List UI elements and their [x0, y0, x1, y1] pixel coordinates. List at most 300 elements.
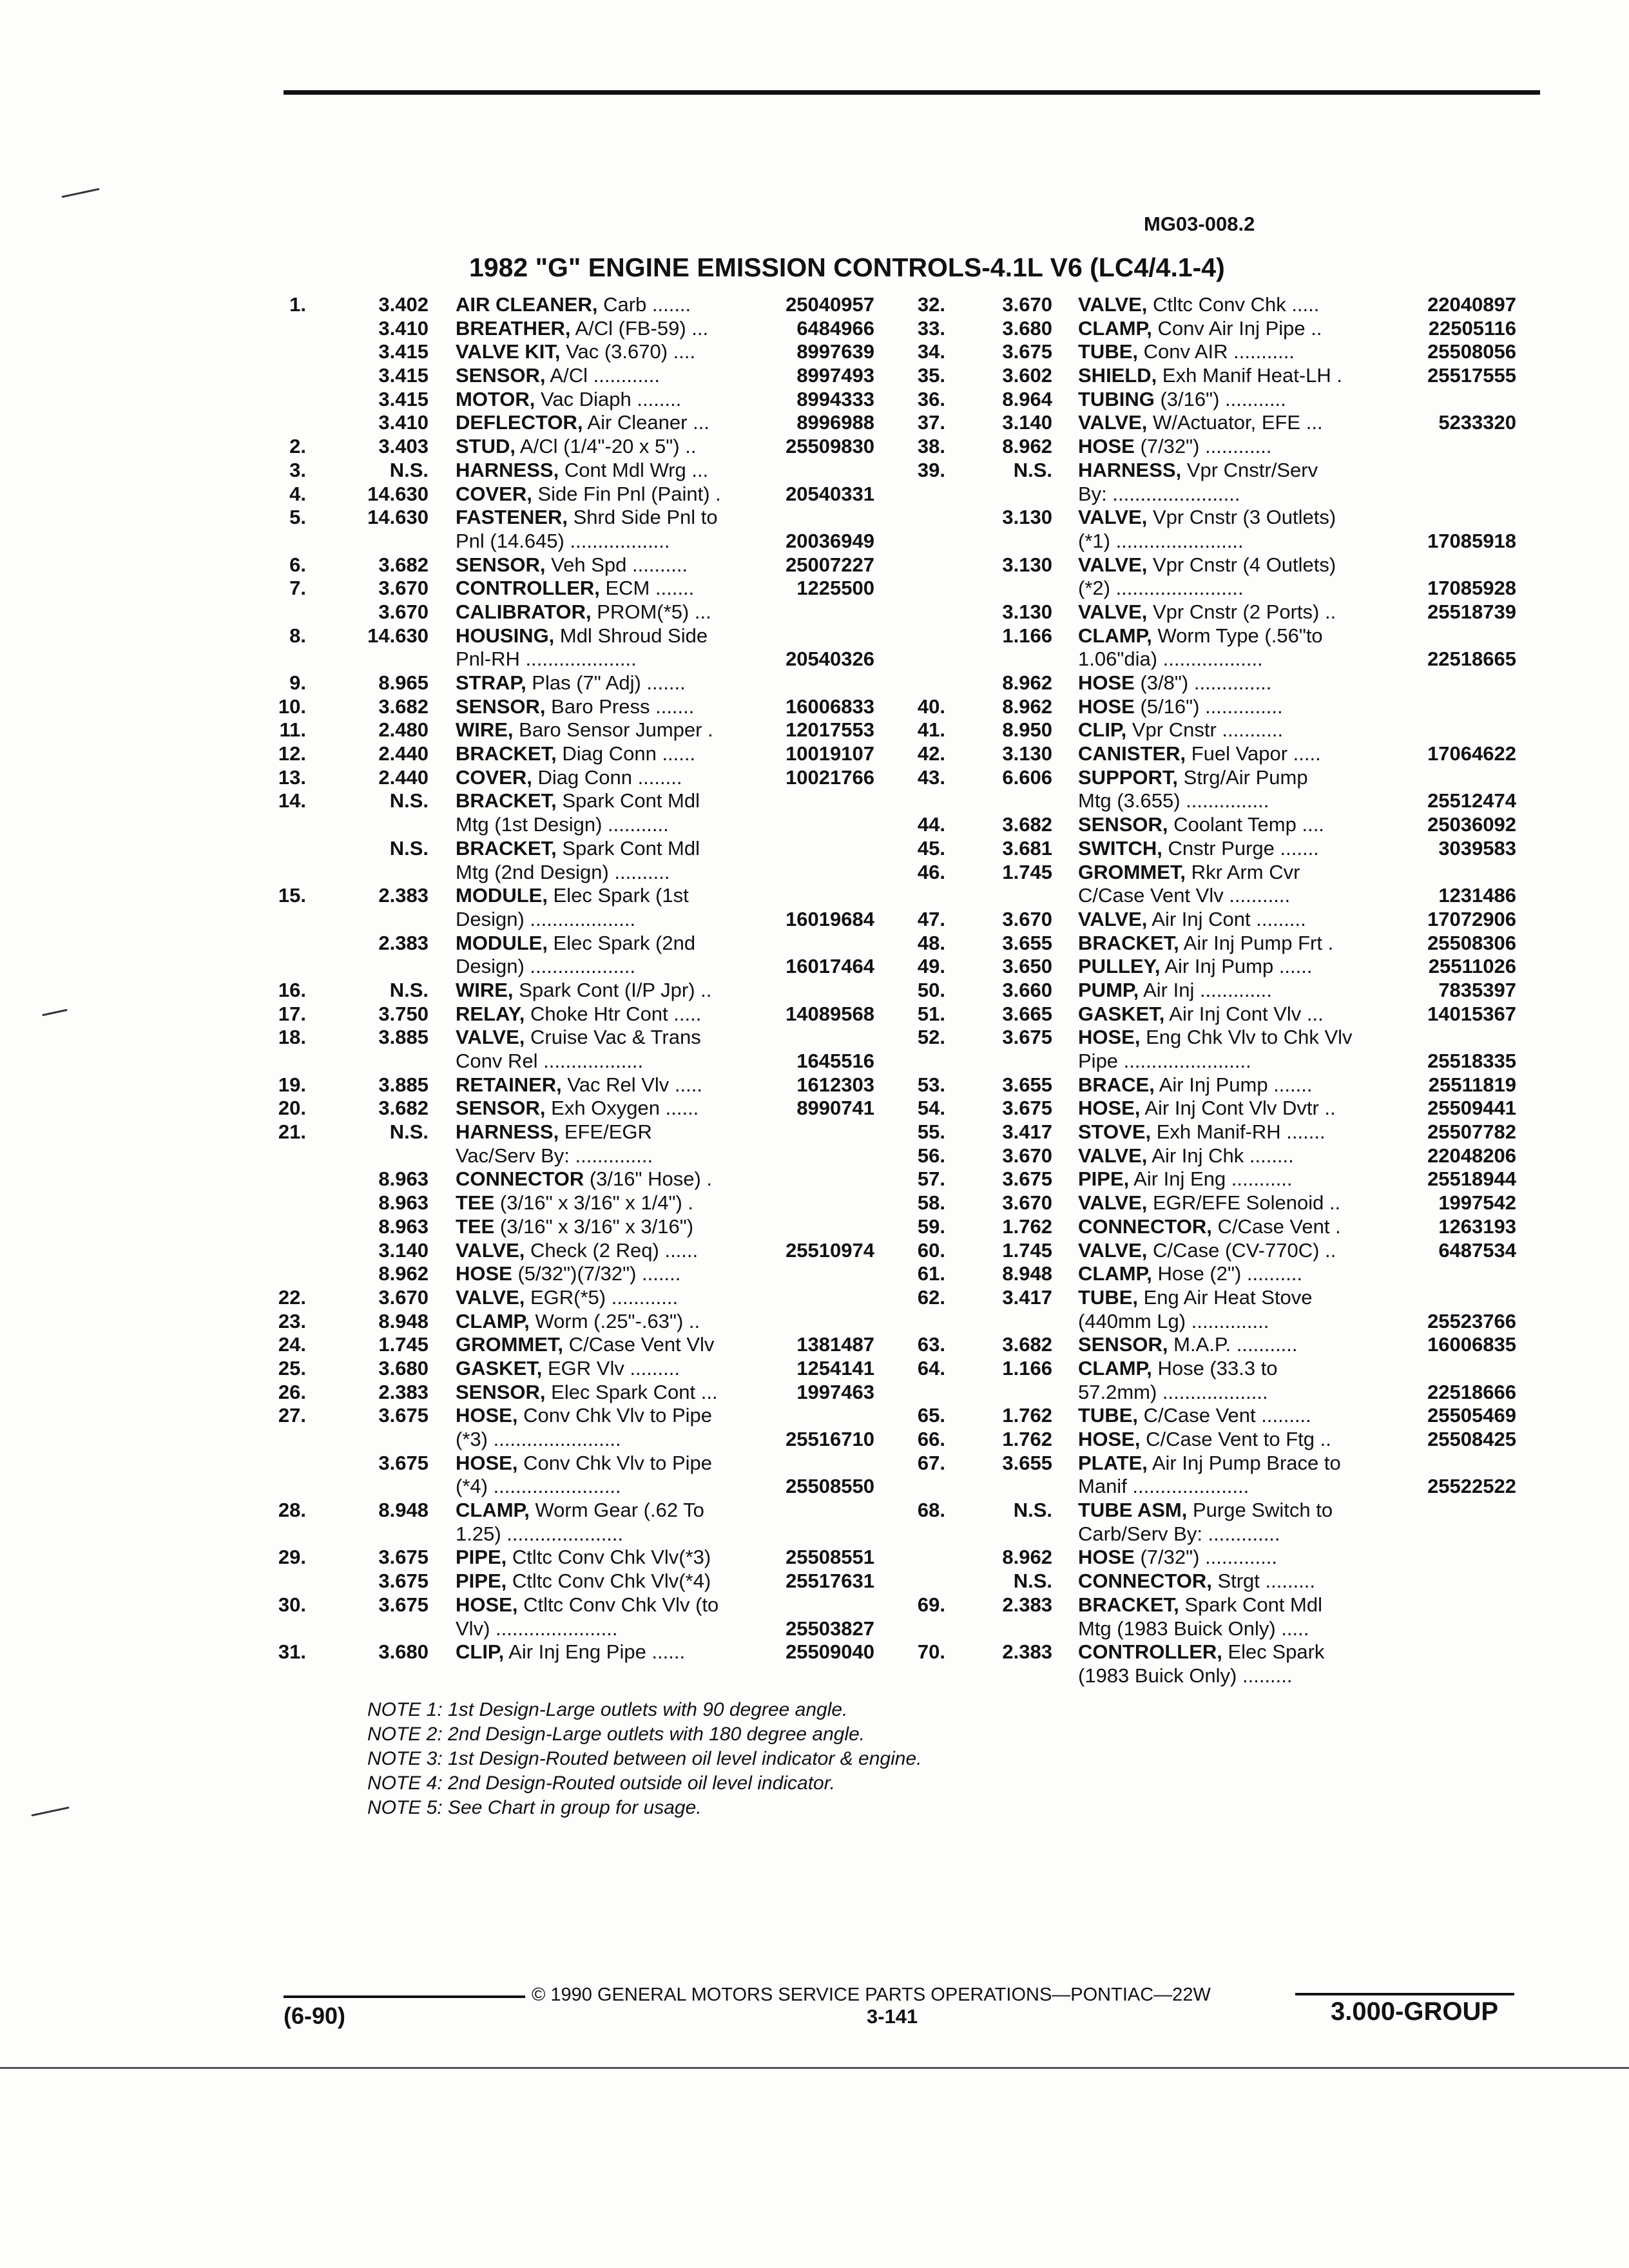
copyright-line: © 1990 GENERAL MOTORS SERVICE PARTS OPERATIONS—PONTIAC—22W	[532, 1984, 1211, 2005]
part-detail: EGR/EFE Solenoid ..	[1147, 1191, 1341, 1215]
part-detail: Manif .....................	[1078, 1475, 1249, 1498]
group-number	[945, 884, 1052, 908]
group-number: 3.670	[378, 600, 429, 623]
item-number	[899, 789, 945, 813]
part-detail: C/Case Vent Vlv	[563, 1333, 715, 1356]
part-row	[899, 1215, 1516, 1239]
part-description	[1078, 813, 1400, 837]
part-row	[251, 671, 874, 695]
group-number: 3.682	[1002, 1333, 1052, 1356]
item-number	[899, 553, 945, 577]
part-number: 25511819	[1428, 1073, 1516, 1096]
part-row	[251, 932, 874, 956]
part-detail: Check (2 Req) ......	[525, 1238, 699, 1262]
part-detail: C/Case Vent .	[1211, 1215, 1341, 1238]
part-name: CONNECTOR,	[1078, 1215, 1212, 1238]
part-number	[1400, 1617, 1516, 1641]
group-number: 1.762	[1002, 1404, 1052, 1427]
part-number	[1400, 483, 1516, 506]
item-number	[251, 1617, 306, 1641]
part-description	[1078, 1003, 1400, 1026]
part-description	[456, 1191, 771, 1215]
item-number: 51.	[917, 1002, 945, 1025]
group-number: 3.675	[378, 1593, 429, 1616]
part-name: CONTROLLER,	[456, 577, 600, 600]
part-name: HOSE,	[1078, 1026, 1141, 1049]
part-row	[899, 340, 1516, 364]
group-number	[945, 483, 1052, 506]
part-name: VALVE,	[456, 1238, 525, 1262]
part-description	[1078, 1640, 1400, 1664]
group-number: 3.140	[378, 1238, 429, 1262]
item-number	[899, 1475, 945, 1499]
part-row	[251, 1617, 874, 1641]
part-row	[251, 1050, 874, 1073]
part-number	[1400, 1546, 1516, 1570]
part-number: 25517555	[1427, 364, 1516, 387]
part-row	[899, 1404, 1516, 1428]
part-description	[1078, 1664, 1400, 1688]
part-description	[456, 1499, 771, 1523]
part-detail: Elec Spark (1st	[547, 884, 689, 907]
part-description	[456, 1570, 771, 1593]
item-number: 16.	[278, 978, 306, 1001]
part-name: SENSOR,	[456, 1380, 546, 1403]
part-description	[456, 601, 771, 624]
group-number: 3.670	[1002, 293, 1052, 316]
part-description	[1078, 1097, 1400, 1120]
note-line: NOTE 1: 1st Design-Large outlets with 90 degree angle.	[367, 1699, 848, 1720]
part-detail: (5/16") ..............	[1134, 695, 1283, 718]
part-number: 8990741	[796, 1097, 874, 1120]
group-number: 3.655	[1002, 931, 1052, 954]
part-description	[456, 1593, 771, 1617]
item-number	[251, 1475, 306, 1499]
part-description	[456, 1475, 771, 1499]
part-description	[1078, 293, 1400, 317]
item-number	[251, 1570, 306, 1593]
part-detail: Ctltc Conv Chk Vlv(*4)	[506, 1570, 711, 1593]
group-number: 8.950	[1002, 718, 1052, 742]
item-number: 10.	[278, 695, 306, 718]
item-number: 4.	[289, 482, 306, 505]
part-number	[1400, 861, 1516, 885]
scan-mark	[42, 1009, 68, 1016]
item-number	[251, 813, 306, 837]
part-detail: By: .......................	[1078, 482, 1240, 505]
part-description	[456, 1381, 771, 1405]
part-number	[771, 1144, 874, 1168]
part-name: HOSE	[1078, 671, 1135, 694]
group-label: 3.000-GROUP	[1331, 1997, 1499, 2026]
part-detail: Air Inj Pump ......	[1160, 955, 1313, 978]
part-detail: Mtg (1st Design) ...........	[456, 813, 669, 836]
part-number: 1612303	[796, 1073, 874, 1096]
item-number: 21.	[278, 1120, 306, 1144]
part-number: 25518944	[1427, 1168, 1516, 1191]
part-row	[251, 1239, 874, 1263]
note-line: NOTE 5: See Chart in group for usage.	[367, 1797, 702, 1818]
item-number: 20.	[278, 1097, 306, 1120]
part-name: RELAY,	[456, 1002, 525, 1025]
part-name: RETAINER,	[456, 1073, 562, 1096]
part-detail: Cnstr Purge .......	[1162, 836, 1319, 860]
part-row	[251, 1144, 874, 1168]
part-detail: Spark Cont Mdl	[1179, 1593, 1322, 1616]
part-description	[456, 1144, 771, 1168]
part-description	[1078, 1026, 1400, 1050]
part-name: CONTROLLER,	[1078, 1640, 1222, 1664]
part-description	[456, 766, 771, 790]
part-name: VALVE,	[1078, 600, 1148, 623]
part-number	[1400, 1286, 1516, 1310]
item-number	[251, 648, 306, 671]
part-row	[899, 1262, 1516, 1286]
part-description	[1078, 530, 1400, 553]
part-description	[1078, 1428, 1400, 1452]
group-number	[945, 1523, 1052, 1546]
part-detail: (5/32")(7/32") .......	[512, 1262, 681, 1285]
group-number: 3.675	[378, 1404, 429, 1427]
part-description	[1078, 861, 1400, 885]
part-description	[1078, 1168, 1400, 1191]
part-row	[899, 671, 1516, 695]
part-number: 25508551	[786, 1546, 874, 1569]
part-number: 22040897	[1427, 293, 1516, 316]
part-row	[899, 1381, 1516, 1405]
part-description	[1078, 483, 1400, 506]
item-number	[251, 932, 306, 956]
part-row	[899, 1073, 1516, 1097]
item-number	[899, 1570, 945, 1593]
part-number: 14089568	[786, 1002, 874, 1025]
part-description	[1078, 1452, 1400, 1475]
item-number	[251, 1262, 306, 1286]
part-detail: Air Inj Pump .......	[1154, 1073, 1313, 1096]
part-row	[899, 932, 1516, 956]
part-detail: (3/16" x 3/16" x 1/4") .	[494, 1191, 694, 1215]
item-number: 52.	[917, 1026, 945, 1049]
part-name: VALVE,	[1078, 1144, 1148, 1167]
item-number: 17.	[278, 1002, 306, 1025]
part-detail: Ctltc Conv Chk Vlv (to	[517, 1593, 719, 1616]
part-name: CONNECTOR	[456, 1168, 584, 1191]
part-number: 25509441	[1427, 1097, 1516, 1120]
part-name: HOSE,	[1078, 1097, 1141, 1120]
part-description	[1078, 1286, 1400, 1310]
part-name: SENSOR,	[456, 1097, 546, 1120]
part-row	[899, 1664, 1516, 1688]
part-name: COVER,	[456, 765, 532, 789]
group-number: 3.655	[1002, 1073, 1052, 1096]
item-number: 31.	[278, 1640, 306, 1664]
group-number: 3.750	[378, 1002, 429, 1025]
item-number	[251, 955, 306, 979]
group-number: 8.965	[378, 671, 429, 694]
part-name: TUBING	[1078, 387, 1155, 410]
part-number: 25007227	[786, 553, 874, 576]
part-detail: Pnl (14.645) ..................	[456, 529, 670, 552]
part-row	[251, 742, 874, 766]
part-detail: Spark Cont Mdl	[556, 789, 700, 812]
group-number	[306, 908, 429, 932]
part-row	[899, 979, 1516, 1003]
part-number: 10021766	[786, 765, 874, 789]
part-row	[251, 1073, 874, 1097]
part-row	[251, 1570, 874, 1593]
part-row	[251, 340, 874, 364]
part-detail: Mtg (2nd Design) ..........	[456, 860, 670, 883]
item-number	[899, 671, 945, 695]
part-description	[456, 1640, 771, 1664]
group-number: 3.682	[378, 553, 429, 576]
part-number: 25518739	[1427, 600, 1516, 623]
part-name: VALVE,	[1078, 293, 1148, 316]
part-number: 1263193	[1438, 1215, 1516, 1238]
part-description	[456, 1404, 771, 1428]
part-description	[456, 1239, 771, 1263]
part-detail: Shrd Side Pnl to	[567, 506, 718, 529]
part-row	[899, 1593, 1516, 1617]
part-row	[251, 979, 874, 1003]
item-number: 30.	[278, 1593, 306, 1616]
part-detail: Baro Press .......	[545, 695, 695, 718]
item-number: 33.	[917, 316, 945, 340]
group-number: 3.675	[378, 1451, 429, 1474]
part-number	[771, 861, 874, 885]
group-number	[306, 1428, 429, 1452]
part-number	[771, 1452, 874, 1475]
part-description	[456, 577, 771, 601]
group-number	[306, 813, 429, 837]
part-detail: A/Cl ............	[545, 364, 660, 387]
part-description	[456, 1452, 771, 1475]
part-detail: C/Case Vent Vlv ...........	[1078, 884, 1291, 907]
part-row	[899, 1640, 1516, 1664]
part-description	[1078, 1404, 1400, 1428]
part-name: TUBE,	[1078, 1285, 1138, 1309]
part-number: 25523766	[1427, 1309, 1516, 1332]
part-detail: (7/32") ............	[1134, 435, 1272, 458]
part-description	[1078, 1546, 1400, 1570]
part-number: 6484966	[796, 316, 874, 340]
item-number: 18.	[278, 1026, 306, 1049]
part-number: 25516710	[786, 1428, 874, 1450]
part-description	[456, 648, 771, 671]
part-description	[456, 483, 771, 506]
item-number	[251, 861, 306, 885]
part-number	[771, 1026, 874, 1050]
item-number: 38.	[917, 435, 945, 458]
group-number: 1.166	[1002, 1356, 1052, 1379]
part-row	[251, 766, 874, 790]
part-detail: (440mm Lg) ..............	[1078, 1309, 1269, 1332]
item-number: 23.	[278, 1309, 306, 1332]
part-detail: (3/16" x 3/16" x 3/16")	[494, 1215, 694, 1238]
part-detail: Vac Rel Vlv .....	[561, 1073, 702, 1096]
part-number	[1400, 766, 1516, 790]
item-number: 62.	[917, 1285, 945, 1309]
item-number: 27.	[278, 1404, 306, 1427]
part-number: 22518666	[1427, 1380, 1516, 1403]
group-number: 8.962	[1002, 435, 1052, 458]
group-number: 3.402	[378, 293, 429, 316]
part-row	[899, 1333, 1516, 1357]
part-name: HARNESS,	[1078, 458, 1182, 481]
part-name: CLAMP,	[456, 1309, 530, 1332]
part-row	[251, 861, 874, 885]
item-number	[251, 908, 306, 932]
part-number: 17064622	[1427, 742, 1516, 765]
item-number: 58.	[917, 1191, 945, 1215]
item-number: 43.	[917, 765, 945, 789]
note-line: NOTE 3: 1st Design-Routed between oil level indicator & engine.	[367, 1748, 922, 1769]
part-row	[899, 1428, 1516, 1452]
part-detail: Exh Oxygen ......	[545, 1097, 699, 1120]
part-name: TEE	[456, 1215, 495, 1238]
part-number: 8996988	[796, 411, 874, 434]
part-row	[251, 1286, 874, 1310]
page-number: 3-141	[867, 2005, 918, 2028]
part-row	[251, 1523, 874, 1546]
part-name: VALVE,	[1078, 1238, 1148, 1262]
item-number	[899, 884, 945, 908]
part-row	[899, 553, 1516, 577]
part-number: 1231486	[1438, 884, 1516, 907]
part-detail: Air Inj Pump Frt .	[1179, 931, 1334, 954]
part-name: SENSOR,	[1078, 813, 1168, 836]
part-description	[456, 1523, 771, 1546]
part-description	[1078, 506, 1400, 530]
part-description	[1078, 1120, 1400, 1144]
part-number	[771, 1215, 874, 1239]
part-row	[899, 955, 1516, 979]
part-number	[1400, 1026, 1516, 1050]
part-name: TUBE ASM,	[1078, 1499, 1188, 1522]
part-row	[251, 1404, 874, 1428]
part-detail: Vlv) ......................	[456, 1617, 618, 1640]
part-name: HOSE,	[456, 1593, 518, 1616]
part-name: HOSE	[456, 1262, 512, 1285]
item-number	[899, 601, 945, 624]
item-number: 48.	[917, 931, 945, 954]
part-number: 1254141	[796, 1356, 874, 1379]
part-detail: Air Inj .............	[1139, 978, 1272, 1001]
part-number: 17072906	[1427, 907, 1516, 930]
part-description	[1078, 955, 1400, 979]
part-number	[1400, 624, 1516, 648]
part-name: TUBE,	[1078, 340, 1138, 363]
part-name: HOSE	[1078, 695, 1135, 718]
part-row	[251, 955, 874, 979]
part-detail: (*2) .......................	[1078, 577, 1244, 600]
part-row	[899, 766, 1516, 790]
part-description	[1078, 601, 1400, 624]
part-description	[1078, 766, 1400, 790]
part-row	[899, 411, 1516, 435]
part-description	[1078, 435, 1400, 459]
part-description	[1078, 908, 1400, 932]
item-number: 22.	[278, 1285, 306, 1309]
part-name: BREATHER,	[456, 316, 571, 340]
item-number	[899, 530, 945, 553]
part-row	[899, 648, 1516, 671]
part-description	[1078, 837, 1400, 861]
part-detail: Air Inj Eng Pipe ......	[504, 1640, 686, 1664]
part-detail: Air Inj Eng ...........	[1129, 1168, 1293, 1191]
part-name: PULLEY,	[1078, 955, 1161, 978]
part-number: 25517631	[786, 1570, 874, 1593]
item-number	[899, 1310, 945, 1334]
part-detail: Vpr Cnstr (3 Outlets)	[1147, 506, 1336, 529]
item-number: 37.	[917, 411, 945, 434]
part-number: 1225500	[796, 577, 874, 600]
item-number	[899, 648, 945, 671]
part-detail: C/Case (CV-770C) ..	[1147, 1238, 1336, 1262]
group-number: 8.948	[378, 1309, 429, 1332]
part-detail: Mtg (1983 Buick Only) .....	[1078, 1617, 1309, 1640]
part-name: PIPE,	[456, 1570, 507, 1593]
item-number: 32.	[917, 293, 945, 316]
part-name: VALVE,	[1078, 506, 1148, 529]
part-row	[899, 317, 1516, 341]
item-number	[251, 1215, 306, 1239]
group-number: 3.675	[378, 1570, 429, 1593]
part-detail: Mtg (3.655) ...............	[1078, 789, 1269, 812]
item-number	[251, 340, 306, 364]
part-description	[1078, 671, 1400, 695]
part-number: 7835397	[1438, 978, 1516, 1001]
part-detail: W/Actuator, EFE ...	[1147, 411, 1323, 434]
item-number: 45.	[917, 836, 945, 860]
part-name: BRACKET,	[456, 836, 557, 860]
part-name: BRACE,	[1078, 1073, 1155, 1096]
group-number	[945, 1381, 1052, 1405]
part-number: 25508306	[1427, 931, 1516, 954]
part-name: VALVE,	[456, 1285, 525, 1309]
part-name: HARNESS,	[456, 458, 559, 481]
group-number: 3.680	[378, 1356, 429, 1379]
part-description	[1078, 1050, 1400, 1073]
part-description	[1078, 1499, 1400, 1523]
part-name: CLAMP,	[1078, 1262, 1152, 1285]
part-name: SHIELD,	[1078, 364, 1157, 387]
part-description	[456, 1026, 771, 1050]
part-number: 8994333	[796, 387, 874, 410]
part-row	[899, 577, 1516, 601]
part-detail: Vpr Cnstr ...........	[1126, 718, 1284, 742]
group-number	[306, 530, 429, 553]
part-name: AIR CLEANER,	[456, 293, 598, 316]
group-number: 1.166	[1002, 624, 1052, 647]
group-number: 2.440	[378, 765, 429, 789]
item-number: 47.	[917, 907, 945, 930]
part-row	[899, 1499, 1516, 1523]
scan-mark	[61, 188, 99, 198]
part-number	[1400, 553, 1516, 577]
part-detail: Purge Switch to	[1187, 1499, 1333, 1522]
part-description	[1078, 340, 1400, 364]
part-detail: Conv Air Inj Pipe ..	[1152, 316, 1322, 340]
part-number: 1645516	[796, 1050, 874, 1072]
part-name: PIPE,	[456, 1546, 507, 1569]
part-row	[251, 813, 874, 837]
item-number: 53.	[917, 1073, 945, 1096]
part-name: CLAMP,	[1078, 316, 1152, 340]
part-number	[771, 932, 874, 956]
part-description	[1078, 979, 1400, 1003]
part-name: VALVE,	[1078, 907, 1148, 930]
